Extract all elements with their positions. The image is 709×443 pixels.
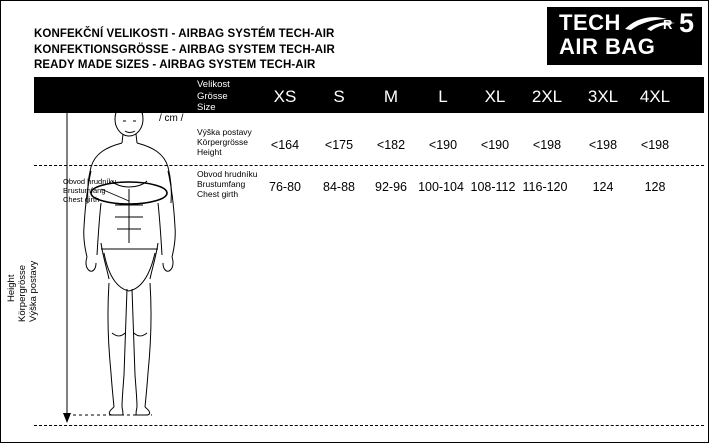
figure-chest-label-cs: Obvod hrudníku <box>63 177 117 186</box>
cell-height-m: <182 <box>376 138 406 152</box>
row-label-chest-cs: Obvod hrudníku <box>197 169 258 179</box>
cell-height-s: <175 <box>324 138 354 152</box>
title-line-en: READY MADE SIZES - AIRBAG SYSTEM TECH-AIR <box>34 59 316 71</box>
cell-chest-s: 84-88 <box>323 180 355 194</box>
svg-text:R: R <box>663 17 673 32</box>
cell-height-l: <190 <box>428 138 458 152</box>
cell-height-2xl: <198 <box>532 138 562 152</box>
height-axis-label-en: Height <box>6 274 17 302</box>
figure-chest-label-de: Brustumfang <box>63 186 106 195</box>
title-line-cs: KONFEKČNÍ VELIKOSTI - AIRBAG SYSTÉM TECH-AIR <box>34 28 335 40</box>
size-header-labels <box>197 77 267 114</box>
size-col-3xl: 3XL <box>587 87 619 106</box>
size-col-l: L <box>438 87 448 106</box>
row-label-height-cs: Výška postavy <box>197 127 252 137</box>
cell-chest-xs: 76-80 <box>269 180 301 194</box>
tech-air-logo <box>547 7 702 65</box>
size-header-de: Grösse <box>197 90 228 102</box>
cell-height-xl: <190 <box>480 138 510 152</box>
size-table <box>197 77 704 217</box>
size-header-cs: Velikost <box>197 79 230 90</box>
height-axis-label-cs: Výška postavy <box>28 260 39 322</box>
size-col-s: S <box>333 87 345 106</box>
size-header-en: Size <box>197 102 216 113</box>
size-col-2xl: 2XL <box>531 87 563 106</box>
figure-chest-label-en: Chest girth <box>63 195 100 204</box>
title-line-de: KONFEKTIONSGRÖSSE - AIRBAG SYSTEM TECH-AIR <box>34 43 335 56</box>
logo-text-airbag: AIR BAG <box>559 34 656 59</box>
cell-height-xs: <164 <box>270 138 300 152</box>
cell-height-3xl: <198 <box>588 138 618 152</box>
height-axis-labels <box>6 151 55 351</box>
size-col-m: M <box>383 87 399 106</box>
row-label-chest-de: Brustumfang <box>197 179 246 189</box>
body-figure-illustration <box>57 93 207 433</box>
cell-chest-4xl: 128 <box>644 180 666 194</box>
cell-height-4xl: <198 <box>640 138 670 152</box>
height-axis-label-de: Körpergrösse <box>17 264 28 322</box>
cell-chest-3xl: 124 <box>592 180 614 194</box>
logo-text-tech: TECH <box>559 10 621 35</box>
size-col-4xl: 4XL <box>639 87 671 106</box>
cell-chest-m: 92-96 <box>375 180 407 194</box>
cell-chest-xl: 108-112 <box>470 180 516 194</box>
row-label-chest-en: Chest girth <box>197 189 239 199</box>
logo-number-5: 5 <box>678 8 694 38</box>
title-block <box>34 27 464 74</box>
row-label-height-en: Height <box>197 147 222 157</box>
size-col-xs: XS <box>273 87 297 106</box>
cell-chest-2xl: 116-120 <box>522 180 568 194</box>
unit-label: / cm / <box>159 113 184 124</box>
cell-chest-l: 100-104 <box>418 180 464 194</box>
size-col-xl: XL <box>484 87 506 106</box>
swoosh-icon <box>623 15 679 33</box>
row-label-height-de: Körpergrösse <box>197 137 249 147</box>
